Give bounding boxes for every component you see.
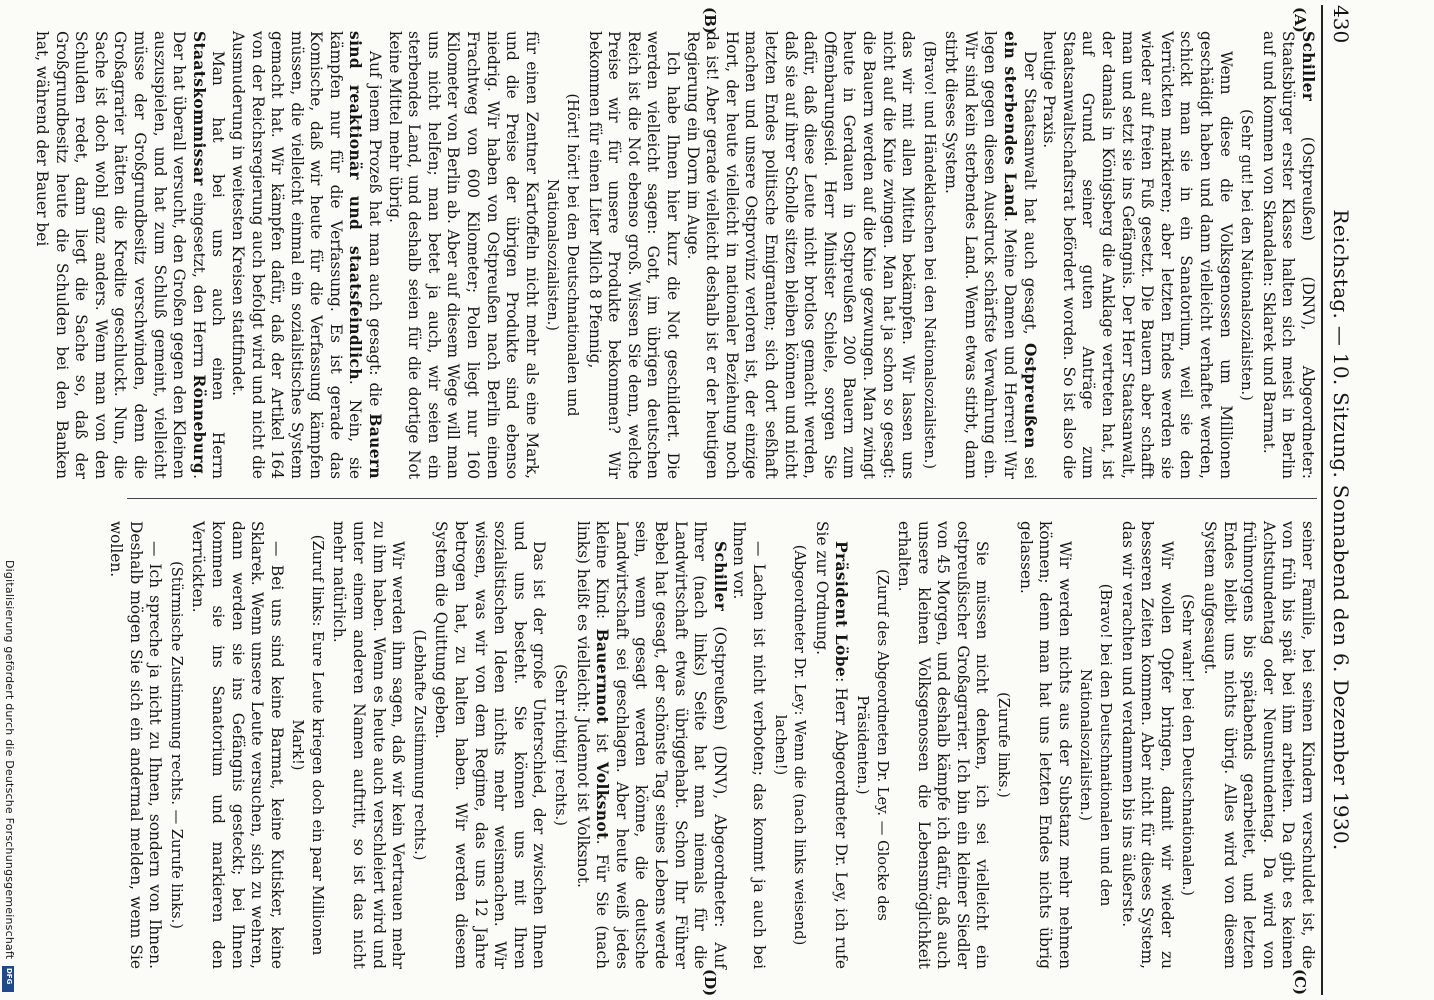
rotated-page-content: [33, 5, 1359, 997]
digitization-footer: [2, 560, 16, 990]
paragraph: Präsident Löbe: Herr Abgeordneter Dr. Ley, ich rufe Sie zur Ordnung.: [812, 521, 851, 969]
interjection: (Bravo! und Händeklatschen bei den Nationalsozialisten.): [920, 40, 938, 470]
margin-mark-c: (C): [1291, 969, 1309, 996]
interjection: (Sehr richtig! rechts.): [552, 664, 570, 826]
interjection: (Lebhafte Zustimmung rechts.): [410, 629, 428, 861]
interjection: (Zuruf des Abgeordneten Dr. Ley. — Glocke des Präsidenten.): [853, 569, 891, 921]
dfg-logo: [2, 966, 14, 992]
interjection: (Bravo! bei den Deutschnationalen und den Nationalsozialisten.): [1077, 583, 1115, 907]
paragraph: Man hat bei uns auch einen Herrn Staatskommissar eingesetzt, den Herrn Rönneburg. Der hat überall versucht, den Großen gegen den Kleinen auszuspielen, und hat zum Schluß gemeint, vielleicht müsse der Großgrundbesitz verschwinden, denn die Großagrarier hätten die Kredite geschluckt. Nun, die Sache ist doch wohl ganz anders. Wenn man von den Schulden redet, dann liegt die Sache so, daß der Großgrundbesitz heute die Schulden bei den Banken hat, während der Bauer bei: [33, 31, 228, 479]
paragraph: Auf jenem Prozeß hat man auch gesagt: die Bauern sind reaktionär und staatsfeindlich. Nein, sie kämpfen nur für die Verfassung. Es ist gerade das Komische, daß wir heute für die Verfassung kämpfen müssen, die vielleicht einmal ein sozialistisches System gemacht hat. Wir kämpfen dafür, daß der Artikel 164 von der Reichsregierung auch befolgt wird und nicht die Ausmuderung in weitesten Kreisen stattfindet.: [228, 31, 385, 479]
dfg-logo-text: DFG: [5, 968, 13, 985]
paragraph: für einen Zentner Kartoffeln nicht mehr als eine Mark, und die Preise der übrigen Produkte sind ebenso niedrig. Wir haben von Ostpreußen nach Berlin einen Frachtweg von 600 Kilometer; Polen liegt nur 160 Kilometer von Berlin ab. Aber auf diesem Wege will man uns nicht helfen; man betet ja auch, wir seien ein sterbendes Land, und deshalb seien für die dortige Not keine Mittel mehr übrig.: [385, 31, 541, 479]
interjection: (Sehr wahr! bei den Deutschnationalen.): [1179, 594, 1197, 896]
interjection: (Zurufe links.): [995, 692, 1013, 798]
margin-mark-b: (B): [701, 7, 719, 34]
page-header: [1323, 5, 1359, 995]
paragraph: — Bei uns sind keine Barmat, keine Kutisker, keine Sklarek. Wenn unsere Leute versuchen, sich zu wehren, dann werden sie ins Gefängnis gesteckt; bei Ihnen kommen sie ins Sanatorium und markieren den Verrückten.: [189, 521, 286, 969]
interjection: (Hört! hört! bei den Deutschnationalen und Nationalsozialisten.): [544, 93, 582, 417]
paragraph: Wir werden ihm sagen, daß wir kein Vertrauen mehr zu ihm haben. Wenn es heute auch verschleiert wird und unter einem anderen Namen auftritt, so ist das nicht mehr natürlich.: [330, 521, 408, 969]
margin-mark-d: (D): [701, 969, 719, 997]
column-rule: [127, 498, 1317, 499]
right-column: [105, 521, 1317, 969]
paragraph: — Lachen ist nicht verboten; das kommt ja auch bei Ihnen vor.: [730, 521, 768, 969]
header-rule: [1321, 5, 1323, 995]
interjection: (Stürmische Zustimmung rechts. — Zurufe links.): [167, 561, 185, 929]
paragraph: Wir werden nichts aus der Substanz mehr nehmen können; denn man hat uns letzten Endes nichts übrig gelassen.: [1016, 521, 1074, 969]
page-title: Reichstag. — 10. Sitzung. Sonnabend den 6. Dezember 1930.: [1329, 209, 1353, 851]
interjection: (Zuruf links: Eure Leute kriegen doch ein paar Millionen Mark!): [289, 534, 326, 956]
paragraph: Schiller (Ostpreußen) (DNV), Abgeordneter: Staatsbürger erster Klasse halten sich meist in Berlin auf und kommen von Skandalen: Sklarek und Barmat.: [1259, 31, 1317, 479]
paragraph: Ich habe Ihnen hier kurz die Not geschildert. Die werden vielleicht sagen: Gott, im übrigen deutschen Reich ist die Not ebenso groß. Wissen Sie denn, welche Preise wir für unsere Produkte bekommen? Wir bekommen für einen Liter Milch 8 Pfennig,: [585, 31, 682, 479]
paragraph: Schiller (Ostpreußen) (DNV), Abgeordneter: Auf Ihrer (nach links) Seite hat man niemals für die Landwirtschaft etwas übriggehabt. Schon Ihr Führer Bebel hat gesagt, der schönste Tag seines Lebens werde sein, wenn gesagt werden könne, die deutsche Landwirtschaft sei geschlagen. Aber heute weiß jedes kleine Kind: Bauernnot ist Volksnot. Für Sie (nach links) heißt es vielleicht: Judennot ist Volksnot.: [573, 521, 729, 969]
paragraph: seiner Familie, bei seinen Kindern verschuldet ist, die von früh bis spät bei ihm arbeiten. Da gibt es keinen Achtstundentag oder Neunstundentag. Da wird von frühmorgens bis spätabends gearbeitet, und letzten Endes bleibt uns nichts übrig. Alles wird von diesem System aufgesaugt.: [1201, 521, 1317, 969]
margin-mark-a: (A): [1291, 7, 1309, 33]
paragraph: das wir mit allen Mitteln bekämpfen. Wir lassen uns nicht auf die Knie zwingen. Man hat ja schon so gesagt: die Bauern werden auf die Knie gezwungen. Man zwingt heute in Gerdauen in Ostpreußen 200 Bauern zum Offenbarungseid. Herr Minister Schiele, sorgen Sie dafür, daß diese Leute nicht brotlos gemacht werden, daß sie auf ihrer Scholle sitzen bleiben können und nicht letzten Endes politische Emigranten; sich dort seßhaft machen und unsere Ostprovinz verloren ist, der einzige Hort, der heute vielleicht in nationaler Beziehung noch da ist! Aber gerade vielleicht deshalb ist er der heutigen Regierung ein Dorn im Auge.: [683, 31, 918, 479]
page-number: 430: [1329, 5, 1353, 44]
interjection: (Abgeordneter Dr. Ley: Wenn die (nach links weisend) lachen!): [771, 544, 809, 946]
paragraph: Wenn diese die Volksgenossen um Millionen geschädigt haben und dann vielleicht verhaftet werden, schickt man sie in ein Sanatorium, weil sie den Verrückten markieren; aber letzten Endes werden sie wieder auf freien Fuß gesetzt. Die Bauern aber schafft man und setzt sie ins Gefängnis. Der Herr Staatsanwalt, der damals in Königsberg die Anklage vertreten hat, ist auf Grund seiner guten Anträge zum Staatsanwaltschaftsrat befördert worden. So ist also die heutige Praxis.: [1040, 31, 1235, 479]
interjection: (Sehr gut! bei den Nationalsozialisten.): [1238, 109, 1256, 401]
paragraph: Sie müssen nicht denken, ich sei vielleicht ein ostpreußischer Großagrarier. Ich bin ein kleiner Siedler von 45 Morgen, und deshalb kämpfe ich dafür, daß auch unsere kleinen Volksgenossen die Lebensmöglichkeit erhalten.: [895, 521, 992, 969]
paragraph: Der Staatsanwalt hat auch gesagt, Ostpreußen sei ein sterbendes Land. Meine Damen und Herren! Wir legen gegen diesen Ausdruck schärfste Verwahrung ein. Wir sind kein sterbendes Land. Wenn etwas stirbt, dann stirbt dieses System.: [942, 31, 1039, 480]
paragraph: Das ist der große Unterschied, der zwischen Ihnen und uns besteht. Sie können uns mit Ihren sozialistischen Ideen nichts mehr weismachen. Wir wissen, was wir von dem Regime, das uns 12 Jahre betrogen hat, zu halten haben. Wir werden diesem System die Quittung geben.: [432, 521, 549, 969]
paragraph: Wir wollen Opfer bringen, damit wir wieder zu besseren Zeiten kommen. Aber nicht für dieses System, das wir verachten und verdammen bis ins äußerste.: [1118, 521, 1176, 969]
digitization-note: Digitalisierung gefördert durch die Deutsche Forschungsgemeinschaft: [3, 560, 16, 960]
paragraph: — Ich spreche ja nicht zu Ihnen, sondern von Ihnen. Deshalb mögen Sie sich ein andermal melden, wenn Sie wollen.: [106, 521, 165, 969]
left-column: [31, 31, 1317, 479]
